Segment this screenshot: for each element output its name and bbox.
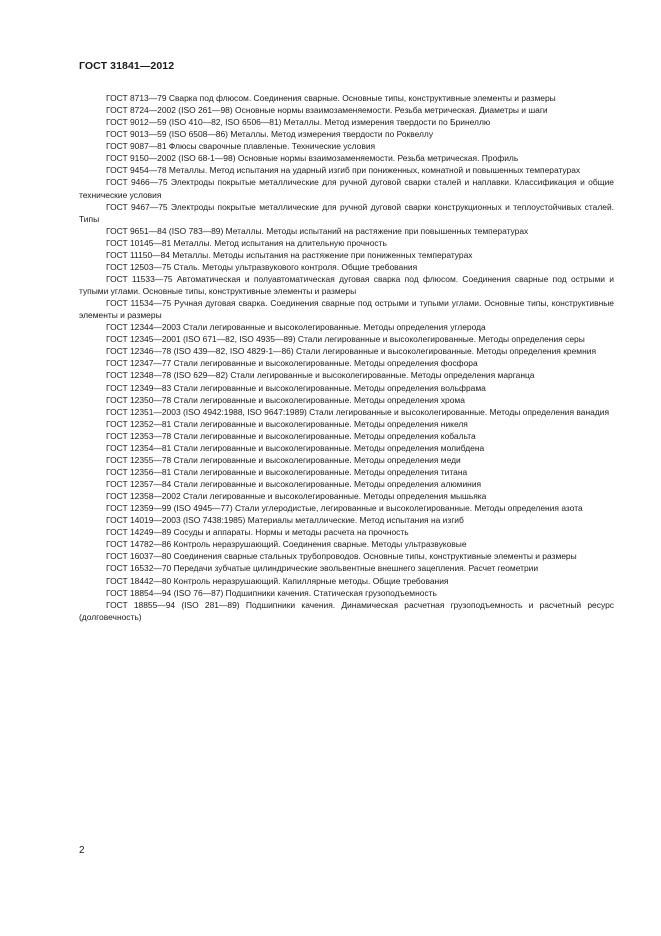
reference-item: ГОСТ 11533—75 Автоматическая и полуавтоматическая дуговая сварка под флюсом. Соединения сварные под острыми и тупыми углами. Основные типы, конструктивные элементы и размеры	[79, 273, 614, 296]
reference-item: ГОСТ 14782—86 Контроль неразрушающий. Соединения сварные. Методы ультразвуковые	[106, 539, 467, 550]
reference-item: ГОСТ 12350—78 Стали легированные и высоколегированные. Методы определения хрома	[106, 394, 465, 405]
reference-item: ГОСТ 12359—99 (ISO 4945—77) Стали углеродистые, легированные и высоколегированные. Методы определения азота	[106, 503, 583, 514]
reference-item: ГОСТ 11150—84 Металлы. Методы испытания на растяжение при пониженных температурах	[106, 249, 473, 260]
reference-item: ГОСТ 11534—75 Ручная дуговая сварка. Соединения сварные под острыми и тупыми углами. Основные типы, конструктивные элементы и размеры	[79, 298, 614, 321]
reference-item: ГОСТ 12345—2001 (ISO 671—82, ISO 4935—89) Стали легированные и высоколегированные. Методы определения серы	[106, 334, 585, 345]
reference-item: ГОСТ 12351—2003 (ISO 4942:1988, ISO 9647:1989) Стали легированные и высоколегированные. Методы определения ванадия	[106, 406, 610, 417]
reference-item: ГОСТ 12358—2002 Стали легированные и высоколегированные. Методы определения мышьяка	[106, 491, 487, 502]
reference-item: ГОСТ 12347—77 Стали легированные и высоколегированные. Методы определения фосфора	[106, 358, 478, 369]
reference-item: ГОСТ 10145—81 Металлы. Метод испытания на длительную прочность	[106, 237, 387, 248]
reference-item: ГОСТ 12352—81 Стали легированные и высоколегированные. Методы определения никеля	[106, 418, 468, 429]
reference-item: ГОСТ 16532—70 Передачи зубчатые цилиндрические эвольвентные внешнего зацепления. Расчет геометрии	[106, 563, 539, 574]
page-number: 2	[79, 845, 85, 856]
reference-item: ГОСТ 14249—89 Сосуды и аппараты. Нормы и методы расчета на прочность	[106, 527, 409, 538]
reference-item: ГОСТ 12355—78 Стали легированные и высоколегированные. Методы определения меди	[106, 454, 461, 465]
reference-item: ГОСТ 12353—78 Стали легированные и высоколегированные. Методы определения кобальта	[106, 430, 476, 441]
reference-item: ГОСТ 18854—94 (ISO 76—87) Подшипники качения. Статическая грузоподъемность	[106, 587, 437, 598]
reference-item: ГОСТ 9013—59 (ISO 6508—86) Металлы. Метод измерения твердости по Роквеллу	[106, 129, 434, 140]
reference-item: ГОСТ 18855—94 (ISO 281—89) Подшипники качения. Динамическая расчетная грузоподъемность и расчетный ресурс (долговечность)	[79, 599, 614, 622]
reference-item: ГОСТ 12348—78 (ISO 629—82) Стали легированные и высоколегированные. Методы определения марганца	[106, 370, 535, 381]
reference-list	[79, 92, 614, 623]
reference-item: ГОСТ 9466—75 Электроды покрытые металлические для ручной дуговой сварки сталей и наплавки. Классификация и общие технические условия	[79, 177, 614, 200]
reference-item: ГОСТ 12346—78 (ISO 439—82, ISO 4829-1—86) Стали легированные и высоколегированные. Методы определения кремния	[106, 346, 597, 357]
reference-item: ГОСТ 12344—2003 Стали легированные и высоколегированные. Методы определения углерода	[106, 322, 486, 333]
reference-item: ГОСТ 12354—81 Стали легированные и высоколегированные. Методы определения молибдена	[106, 442, 485, 453]
reference-item: ГОСТ 12349—83 Стали легированные и высоколегированные. Методы определения вольфрама	[106, 382, 486, 393]
reference-item: ГОСТ 9150—2002 (ISO 68-1—98) Основные нормы взаимозаменяемости. Резьба метрическая. Профиль	[106, 153, 519, 164]
reference-item: ГОСТ 9651—84 (ISO 783—89) Металлы. Методы испытаний на растяжение при повышенных температурах	[106, 225, 529, 236]
reference-item: ГОСТ 18442—80 Контроль неразрушающий. Капиллярные методы. Общие требования	[106, 575, 449, 586]
reference-item: ГОСТ 12503—75 Сталь. Методы ультразвукового контроля. Общие требования	[106, 261, 418, 272]
reference-item: ГОСТ 14019—2003 (ISO 7438:1985) Материалы металлические. Метод испытания на изгиб	[106, 515, 464, 526]
reference-item: ГОСТ 8724—2002 (ISO 261—98) Основные нормы взаимозаменяемости. Резьба метрическая. Диаметры и шаги	[106, 105, 548, 116]
reference-item: ГОСТ 12356—81 Стали легированные и высоколегированные. Методы определения титана	[106, 466, 468, 477]
reference-item: ГОСТ 9012—59 (ISO 410—82, ISO 6506—81) Металлы. Метод измерения твердости по Бринеллю	[106, 117, 491, 128]
reference-item: ГОСТ 9087—81 Флюсы сварочные плавленые. Технические условия	[106, 141, 376, 152]
reference-item: ГОСТ 12357—84 Стали легированные и высоколегированные. Методы определения алюминия	[106, 479, 482, 489]
reference-item: ГОСТ 9467—75 Электроды покрытые металлические для ручной дуговой сварки конструкционных и теплоустойчивых сталей. Типы	[79, 201, 614, 224]
reference-item: ГОСТ 9454—78 Металлы. Метод испытания на ударный изгиб при пониженных, комнатной и повышенных температурах	[106, 165, 581, 176]
reference-item: ГОСТ 8713—79 Сварка под флюсом. Соединения сварные. Основные типы, конструктивные элементы и размеры	[106, 93, 556, 103]
document-header: ГОСТ 31841—2012	[79, 60, 175, 72]
reference-item: ГОСТ 16037—80 Соединения сварные стальных трубопроводов. Основные типы, конструктивные элементы и размеры	[106, 551, 577, 562]
